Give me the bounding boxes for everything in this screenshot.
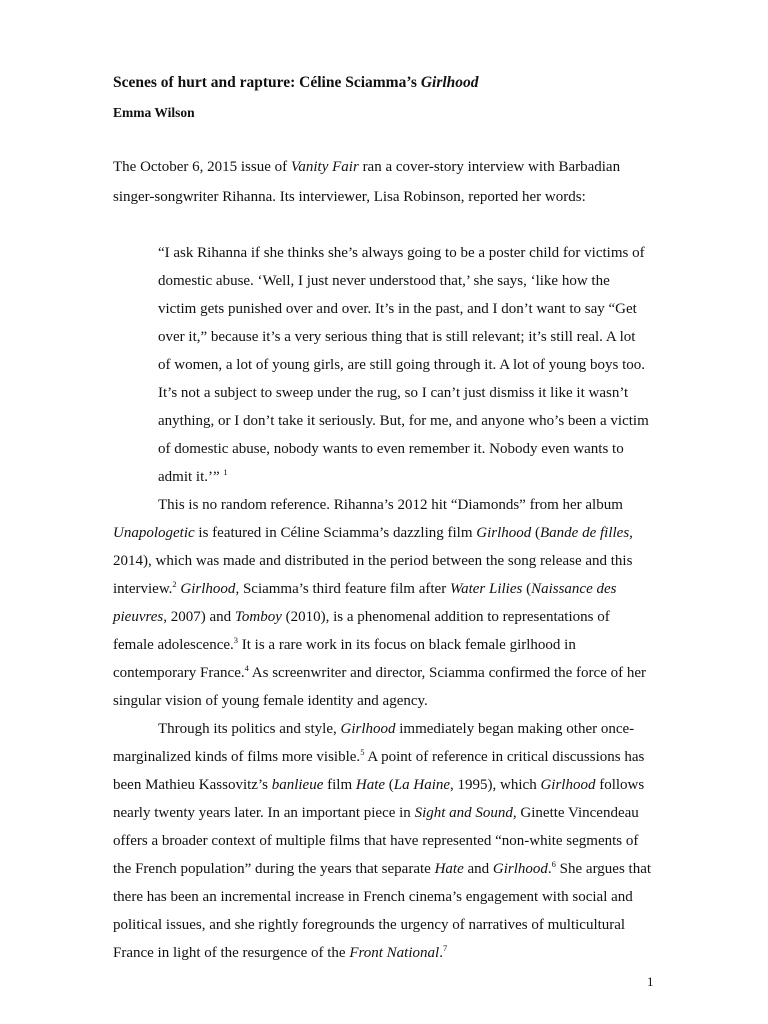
text-line [158, 467, 228, 485]
text-run: It is a rare work in its focus on black female girlhood in [238, 637, 576, 653]
text-line [113, 579, 617, 597]
text-run: victim gets punished over and over. It’s in the past, and I don’t want to say “Get [158, 301, 637, 317]
italic-text: Girlhood [540, 777, 596, 793]
text-run: singular vision of young female identity and agency. [113, 693, 428, 709]
article-title [113, 74, 479, 92]
text-run: A point of reference in critical discussions has [364, 749, 645, 765]
text-run: female adolescence. [113, 637, 234, 653]
text-run: political issues, and she rightly foregrounds the urgency of narratives of multicultural [113, 917, 626, 933]
footnote-ref: 3 [233, 635, 239, 645]
text-run: It’s not a subject to sweep under the rug, so I can’t just dismiss it like it wasn’t [158, 385, 629, 401]
italic-text: Girlhood [340, 721, 396, 737]
text-line [113, 747, 645, 765]
text-run: , 2007) and [163, 609, 235, 625]
italic-text: Water Lilies [449, 581, 523, 597]
text-run: As screenwriter and director, Sciamma confirmed the force of her [248, 665, 647, 681]
text-run: . [547, 861, 552, 877]
text-run: The October 6, 2015 issue of [113, 159, 291, 175]
text-line [158, 302, 637, 317]
text-run: anything, or I don’t take it seriously. But, for me, and anyone who’s been a victim [158, 413, 649, 429]
text-run: marginalized kinds of films more visible. [113, 749, 361, 765]
italic-text: Girlhood [476, 525, 532, 541]
text-run: Through its politics and style, [158, 721, 341, 737]
text-line [158, 414, 649, 429]
text-line [113, 635, 576, 653]
italic-text: Sight and Sound [414, 805, 513, 821]
italic-text: Front National [349, 945, 440, 961]
footnote-ref: 1 [223, 467, 228, 477]
text-line [158, 246, 645, 261]
text-run: ( [522, 581, 532, 597]
footnote-ref: 5 [360, 747, 365, 757]
text-run: “I ask Rihanna if she thinks she’s always going to be a poster child for victims of [158, 245, 645, 261]
text-line [158, 274, 610, 289]
text-line [113, 859, 652, 877]
text-run: of women, a lot of young girls, are still going through it. A lot of young boys too. [158, 357, 646, 373]
text-line [113, 160, 620, 175]
text-run: over it,” because it’s a very serious thing that is still relevant; it’s still real. A lot [158, 329, 636, 345]
text-line [113, 834, 638, 849]
text-run: This is no random reference. Rihanna’s 2012 hit “Diamonds” from her album [158, 497, 623, 513]
italic-text: Girlhood [180, 581, 236, 597]
text-run: contemporary France. [113, 665, 245, 681]
text-run: been Mathieu Kassovitz’s [113, 777, 272, 793]
text-run: 2014), which was made and distributed in the period between the song release and this [113, 553, 633, 569]
text-run: She argues that [555, 861, 652, 877]
italic-text: pieuvres [113, 609, 164, 625]
italic-text: Girlhood [492, 861, 548, 877]
text-line [158, 386, 628, 401]
text-line [158, 330, 635, 345]
text-run: nearly twenty years later. In an important piece in [113, 805, 415, 821]
text-line [158, 442, 624, 457]
text-line [113, 890, 633, 905]
text-line [113, 554, 632, 569]
text-run: and [463, 861, 493, 877]
text-line [113, 918, 625, 933]
title-main: Scenes of hurt and rapture: Céline Sciamma’s [113, 74, 421, 91]
text-run: of domestic abuse, nobody wants to even remember it. Nobody even wants to [158, 441, 624, 457]
footnote-ref: 2 [172, 579, 177, 589]
text-line [113, 526, 633, 541]
italic-text: banlieue [271, 777, 324, 793]
text-run: the French population” during the years that separate [113, 861, 435, 877]
italic-text: Bande de filles [540, 525, 630, 541]
text-run: admit it.’” [158, 469, 224, 485]
title-italic: Girlhood [420, 74, 479, 91]
author-name: Emma Wilson [113, 105, 195, 120]
text-run: offers a broader context of multiple films that have represented “non-white segments of [113, 833, 639, 849]
text-line [158, 722, 634, 737]
italic-text: Unapologetic [113, 525, 195, 541]
footnote-ref: 6 [551, 859, 556, 869]
text-run: , Ginette Vincendeau [512, 805, 639, 821]
text-run: film [323, 777, 356, 793]
text-run: domestic abuse. ‘Well, I just never understood that,’ she says, ‘like how the [158, 273, 610, 289]
text-run: follows [595, 777, 645, 793]
text-run: (2010), is a phenomenal addition to representations of [281, 609, 610, 625]
text-run: . [439, 945, 443, 961]
text-line [113, 694, 428, 709]
text-line [113, 663, 647, 681]
text-run: immediately began making other once- [395, 721, 635, 737]
text-run: there has been an incremental increase in French cinema’s engagement with social and [113, 889, 633, 905]
footnote-ref: 7 [442, 943, 448, 953]
text-run: ( [531, 525, 541, 541]
page-number: 1 [647, 974, 654, 989]
text-line [158, 498, 623, 513]
italic-text: La Haine [393, 777, 451, 793]
text-run: France in light of the resurgence of the [113, 945, 350, 961]
italic-text: Vanity Fair [290, 159, 359, 175]
text-line [158, 358, 645, 373]
text-line [113, 943, 448, 961]
text-line [113, 806, 639, 821]
italic-text: Hate [355, 777, 386, 793]
italic-text: Hate [434, 861, 464, 877]
text-run: ran a cover-story interview with Barbadian [358, 159, 621, 175]
text-run: singer-songwriter Rihanna. Its interviewer, Lisa Robinson, reported her words: [113, 189, 586, 205]
text-line [113, 190, 586, 205]
text-run: , [629, 525, 633, 541]
text-run: ( [385, 777, 394, 793]
text-run: , Sciamma’s third feature film after [235, 581, 450, 597]
footnote-ref: 4 [244, 663, 249, 673]
italic-text: Naissance des [531, 581, 617, 597]
text-run: interview. [113, 581, 173, 597]
text-run: , 1995), which [450, 777, 541, 793]
text-line [113, 610, 610, 625]
text-run: is featured in Céline Sciamma’s dazzling film [194, 525, 477, 541]
text-line [113, 778, 644, 793]
italic-text: Tomboy [234, 609, 282, 625]
